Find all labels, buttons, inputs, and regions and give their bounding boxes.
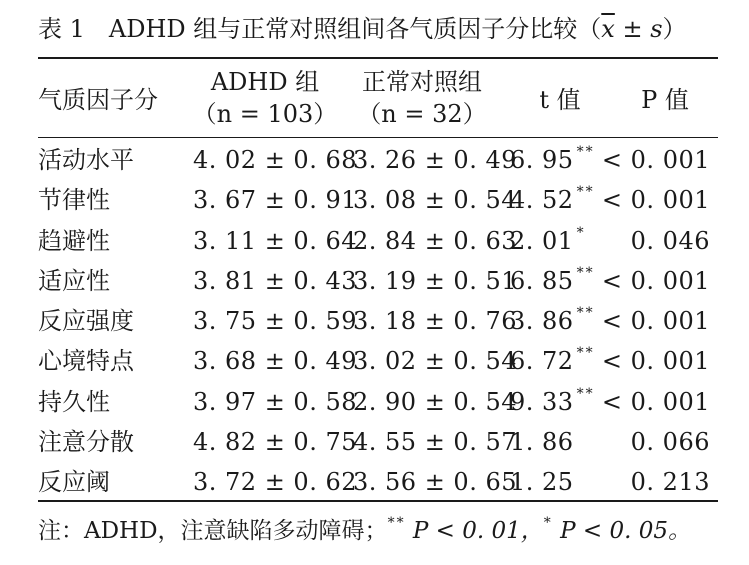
adhd-value: 3. 97 ± 0. 58 xyxy=(193,387,357,416)
normal-value: 3. 02 ± 0. 54 xyxy=(353,347,517,376)
footnote-sig2-mark: ** xyxy=(387,515,406,531)
adhd-value: 3. 11 ± 0. 64 xyxy=(193,226,357,255)
table-bottom-rule xyxy=(38,500,718,502)
factor-name: 反应强度 xyxy=(38,307,134,336)
p-value: < 0. 001 xyxy=(601,307,710,336)
significance-mark: ** xyxy=(576,385,595,402)
plus-minus-symbol: ± xyxy=(614,15,651,43)
mean-symbol: $\overline{x}$ xyxy=(601,15,615,43)
table-header-rule xyxy=(38,137,718,138)
t-number: 1. 25 xyxy=(510,468,574,497)
adhd-value: 4. 02 ± 0. 68 xyxy=(193,146,357,174)
p-value: 0. 213 xyxy=(630,468,710,497)
normal-value: 3. 19 ± 0. 51 xyxy=(353,266,517,295)
table-footnote xyxy=(38,514,718,548)
p-value: 0. 066 xyxy=(630,428,710,457)
t-value xyxy=(510,301,595,341)
normal-value: 3. 08 ± 0. 54 xyxy=(353,186,517,215)
factor-name: 心境特点 xyxy=(38,347,134,376)
header-normal-n: （n = 32） xyxy=(357,100,487,128)
t-number: 3. 86 xyxy=(510,307,574,336)
factor-name: 持久性 xyxy=(38,387,110,416)
t-value xyxy=(510,221,586,261)
table-row xyxy=(38,261,718,301)
header-adhd-label: ADHD 组 xyxy=(210,68,320,96)
header-factor: 气质因子分 xyxy=(38,86,158,114)
table-number: 表 1 xyxy=(38,15,85,43)
table-top-rule xyxy=(38,57,718,59)
normal-value: 3. 18 ± 0. 76 xyxy=(353,307,517,336)
sd-symbol: s xyxy=(650,15,663,43)
normal-value: 2. 90 ± 0. 54 xyxy=(353,387,517,416)
adhd-value: 3. 72 ± 0. 62 xyxy=(193,468,357,497)
table-row xyxy=(38,140,718,180)
caption-close-paren: ） xyxy=(662,15,687,43)
header-normal-label: 正常对照组 xyxy=(362,68,482,96)
factor-name: 趋避性 xyxy=(38,226,110,255)
t-number: 6. 85 xyxy=(510,266,574,295)
significance-mark: ** xyxy=(576,345,595,362)
p-value: < 0. 001 xyxy=(601,266,710,295)
significance-mark: * xyxy=(576,224,586,241)
header-normal-group xyxy=(348,66,496,130)
adhd-value: 4. 82 ± 0. 75 xyxy=(193,428,357,457)
table-row xyxy=(38,221,718,261)
t-number: 6. 95 xyxy=(510,146,574,174)
t-number: 1. 86 xyxy=(510,428,574,457)
table-row xyxy=(38,341,718,381)
p-value: < 0. 001 xyxy=(601,186,710,215)
normal-value: 3. 26 ± 0. 49 xyxy=(353,146,517,174)
p-value: < 0. 001 xyxy=(601,387,710,416)
table-row xyxy=(38,301,718,341)
significance-mark: ** xyxy=(576,144,595,160)
table-row xyxy=(38,180,718,220)
p-value: < 0. 001 xyxy=(601,146,710,174)
adhd-value: 3. 81 ± 0. 43 xyxy=(193,266,357,295)
t-value xyxy=(510,462,577,502)
table-caption xyxy=(38,12,718,46)
footnote-p001: P < 0. 01， xyxy=(405,518,544,544)
significance-mark: ** xyxy=(576,264,595,281)
footnote-sig1-mark: * xyxy=(543,515,553,531)
t-number: 9. 33 xyxy=(510,387,574,416)
normal-value: 3. 56 ± 0. 65 xyxy=(353,468,517,497)
significance-mark: ** xyxy=(576,184,595,201)
t-value xyxy=(510,180,595,220)
footnote-p005: P < 0. 05。 xyxy=(552,518,691,544)
factor-name: 活动水平 xyxy=(38,146,134,174)
factor-name: 适应性 xyxy=(38,266,110,295)
t-value xyxy=(510,341,595,381)
factor-name: 反应阈 xyxy=(38,468,110,497)
adhd-value: 3. 75 ± 0. 59 xyxy=(193,307,357,336)
normal-value: 4. 55 ± 0. 57 xyxy=(353,428,517,457)
normal-value: 2. 84 ± 0. 63 xyxy=(353,226,517,255)
significance-mark: ** xyxy=(576,305,595,322)
t-value xyxy=(510,261,595,301)
t-value xyxy=(510,422,577,462)
factor-name: 节律性 xyxy=(38,186,110,215)
table-row xyxy=(38,422,718,462)
header-p-value: P 值 xyxy=(641,86,689,114)
t-value xyxy=(510,140,595,180)
t-number: 6. 72 xyxy=(510,347,574,376)
table-row xyxy=(38,382,718,422)
table-row xyxy=(38,462,718,502)
header-adhd-n: （n = 103） xyxy=(192,100,338,128)
footnote-prefix: 注：ADHD，注意缺陷多动障碍； xyxy=(38,518,388,544)
t-number: 2. 01 xyxy=(510,226,574,255)
p-value: 0. 046 xyxy=(630,226,710,255)
table-title: ADHD 组与正常对照组间各气质因子分比较（ xyxy=(108,15,602,43)
adhd-value: 3. 68 ± 0. 49 xyxy=(193,347,357,376)
header-t-value: t 值 xyxy=(539,86,581,114)
adhd-value: 3. 67 ± 0. 91 xyxy=(193,186,357,215)
table-body xyxy=(38,140,718,503)
p-value: < 0. 001 xyxy=(601,347,710,376)
factor-name: 注意分散 xyxy=(38,428,134,457)
header-adhd-group xyxy=(190,66,340,130)
t-number: 4. 52 xyxy=(510,186,574,215)
t-value xyxy=(510,382,595,422)
